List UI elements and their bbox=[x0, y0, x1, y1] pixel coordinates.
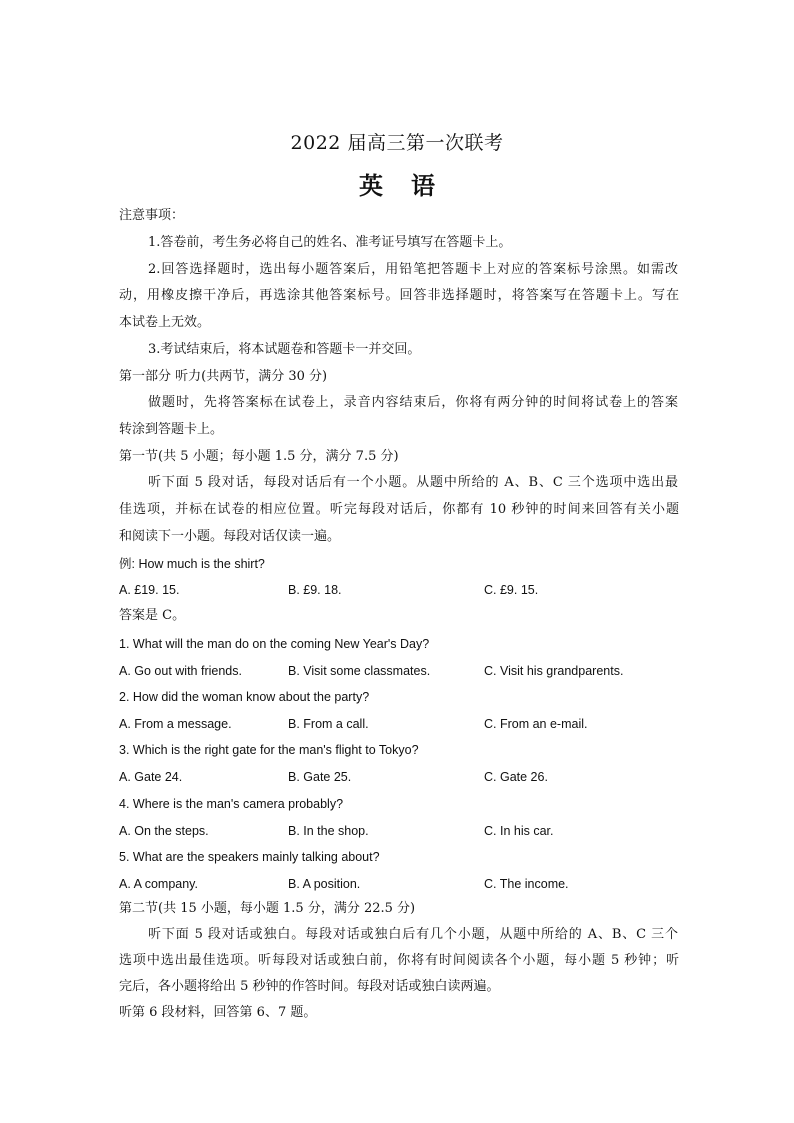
question-5-option-a: A. A company. bbox=[119, 877, 198, 891]
question-3-option-b: B. Gate 25. bbox=[288, 770, 352, 784]
section2-intro-line-2: 选项中选出最佳选项。听每段对话或独白前，你将有时间阅读各个小题，每小题 5 秒钟；听 bbox=[119, 953, 679, 968]
question-1: 1. What will the man do on the coming New Year's Day? bbox=[119, 637, 430, 651]
section2-intro-line-1: 听下面 5 段对话或独白。每段对话或独白后有几个小题，从题中所给的 A、B、C 三个 bbox=[148, 927, 678, 942]
question-5-option-b: B. A position. bbox=[288, 877, 361, 891]
notes-item-2-line-2: 动，用橡皮擦干净后，再选涂其他答案标号。回答非选择题时，将答案写在答题卡上。写在 bbox=[119, 288, 679, 303]
section1-intro-line-1: 听下面 5 段对话，每段对话后有一个小题。从题中所给的 A、B、C 三个选项中选出最 bbox=[148, 475, 678, 490]
question-2-option-c: C. From an e-mail. bbox=[484, 717, 588, 731]
question-5-option-c: C. The income. bbox=[484, 877, 569, 891]
notes-heading: 注意事项： bbox=[119, 208, 185, 223]
question-5: 5. What are the speakers mainly talking about? bbox=[119, 850, 380, 864]
notes-item-3: 3.考试结束后，将本试题卷和答题卡一并交回。 bbox=[148, 342, 421, 357]
notes-item-2-line-1: 2.回答选择题时，选出每小题答案后，用铅笔把答题卡上对应的答案标号涂黑。如需改 bbox=[148, 262, 678, 277]
question-1-option-a: A. Go out with friends. bbox=[119, 664, 242, 678]
question-1-option-b: B. Visit some classmates. bbox=[288, 664, 431, 678]
example-option-b: B. £9. 18. bbox=[288, 583, 342, 597]
question-3-option-c: C. Gate 26. bbox=[484, 770, 548, 784]
question-4-option-c: C. In his car. bbox=[484, 824, 554, 838]
notes-item-1: 1.答卷前，考生务必将自己的姓名、准考证号填写在答题卡上。 bbox=[148, 235, 512, 250]
question-1-option-c: C. Visit his grandparents. bbox=[484, 664, 624, 678]
example-question: 例: How much is the shirt? bbox=[119, 557, 265, 571]
exam-title: 2022 届高三第一次联考 bbox=[290, 132, 504, 154]
section1-intro-line-2: 佳选项，并标在试卷的相应位置。听完每段对话后，你都有 10 秒钟的时间来回答有关小题 bbox=[119, 502, 679, 517]
question-4-option-a: A. On the steps. bbox=[119, 824, 209, 838]
question-3-option-a: A. Gate 24. bbox=[119, 770, 183, 784]
subject-title: 英语 bbox=[359, 171, 463, 200]
part1-intro-line-1: 做题时，先将答案标在试卷上，录音内容结束后，你将有两分钟的时间将试卷上的答案 bbox=[148, 395, 678, 410]
question-2-option-a: A. From a message. bbox=[119, 717, 232, 731]
section1-intro-line-3: 和阅读下一小题。每段对话仅读一遍。 bbox=[119, 529, 341, 544]
question-4: 4. Where is the man's camera probably? bbox=[119, 797, 344, 811]
example-option-c: C. £9. 15. bbox=[484, 583, 539, 597]
example-answer: 答案是 C。 bbox=[119, 608, 186, 623]
notes-item-2-line-3: 本试卷上无效。 bbox=[119, 315, 211, 330]
question-3: 3. Which is the right gate for the man's flight to Tokyo? bbox=[119, 743, 419, 757]
section2-heading: 第二节(共 15 小题，每小题 1.5 分，满分 22.5 分) bbox=[119, 901, 416, 916]
section2-intro-line-3: 完后，各小题将给出 5 秒钟的作答时间。每段对话或独白读两遍。 bbox=[119, 979, 500, 994]
part1-intro-line-2: 转涂到答题卡上。 bbox=[119, 422, 224, 437]
question-4-option-b: B. In the shop. bbox=[288, 824, 369, 838]
section1-heading: 第一节(共 5 小题；每小题 1.5 分，满分 7.5 分) bbox=[119, 449, 399, 464]
section2-material: 听第 6 段材料，回答第 6、7 题。 bbox=[119, 1005, 317, 1020]
part1-heading: 第一部分 听力(共两节，满分 30 分) bbox=[119, 369, 328, 384]
question-2-option-b: B. From a call. bbox=[288, 717, 369, 731]
example-option-a: A. £19. 15. bbox=[119, 583, 180, 597]
question-2: 2. How did the woman know about the party? bbox=[119, 690, 370, 704]
